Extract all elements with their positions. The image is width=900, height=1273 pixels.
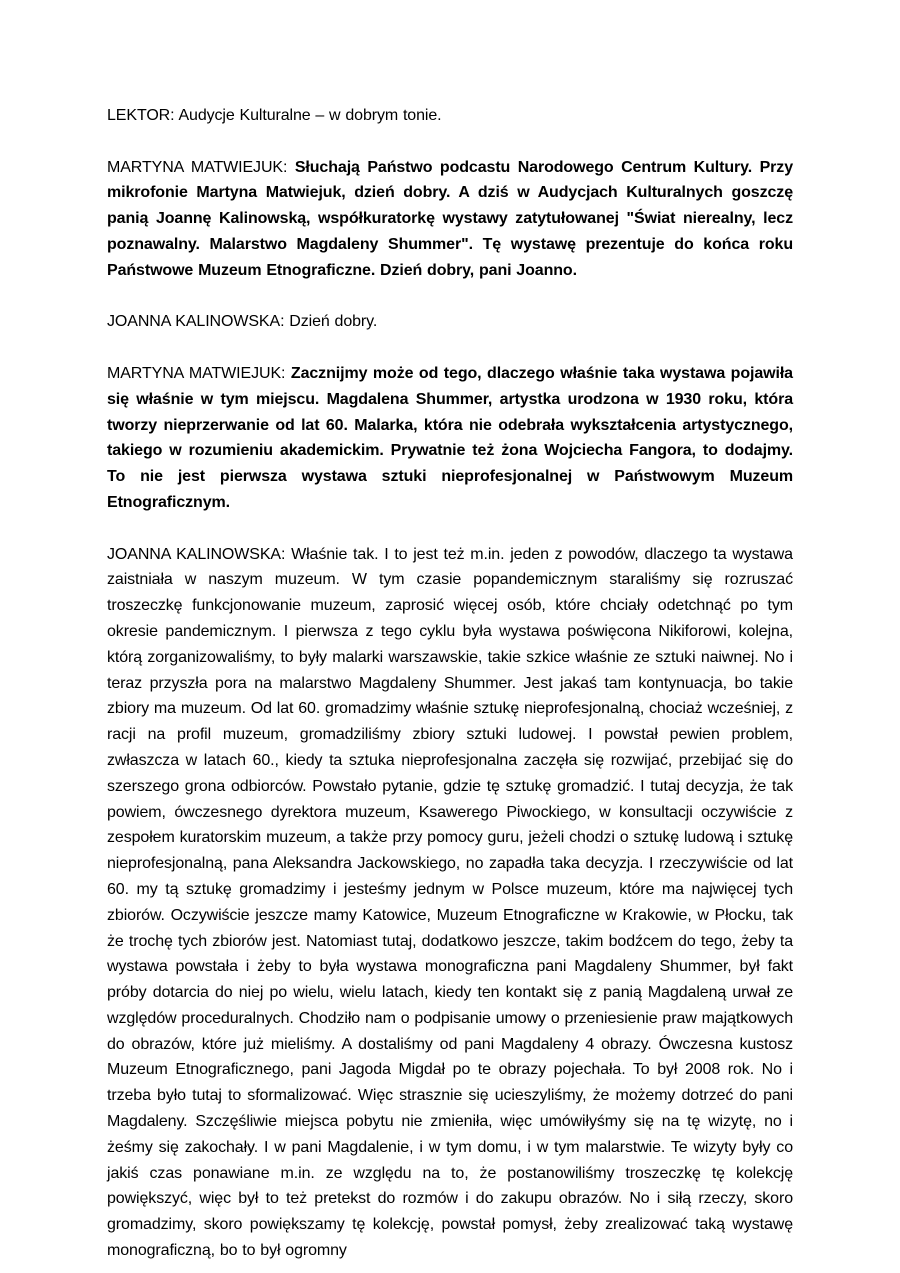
paragraph-lektor	[107, 103, 793, 129]
paragraph-matwiejuk-2	[107, 361, 793, 516]
speech-text: Zacznijmy może od tego, dlaczego właśnie taka wystawa pojawiła się właśnie w tym miejscu. Magdalena Shummer, artystka urodzona w 1930 roku, która tworzy nieprzerwanie od lat 60. Malarka, która nie odebrała wykształcenia artystycznego, takiego w rozumieniu akademickim. Prywatnie też żona Wojciecha Fangora, to dodajmy. To nie jest pierwsza wystawa sztuki nieprofesjonalnej w Państwowym Muzeum Etnograficznym.	[107, 364, 793, 511]
speaker-label: JOANNA KALINOWSKA:	[107, 313, 285, 331]
speaker-label: JOANNA KALINOWSKA:	[107, 545, 286, 563]
paragraph-kalinowska-2	[107, 542, 793, 1264]
speaker-label: MARTYNA MATWIEJUK:	[107, 158, 288, 176]
speaker-label: LEKTOR:	[107, 107, 175, 124]
speech-text: Właśnie tak. I to jest też m.in. jeden z powodów, dlaczego ta wystawa zaistniała w naszym muzeum. W tym czasie popandemicznym staraliśmy się rozruszać troszeczkę funkcjonowanie muzeum, zaprosić więcej osób, które chciały odetchnąć po tym okresie pandemicznym. I pierwsza z tego cyklu była wystawa poświęcona Nikiforowi, kolejna, którą zorganizowaliśmy, to były malarki warszawskie, takie szkice właśnie ze sztuki naiwnej. No i teraz przyszła pora na malarstwo Magdaleny Shummer. Jest jakaś tam kontynuacja, bo takie zbiory ma muzeum. Od lat 60. gromadzimy właśnie sztukę nieprofesjonalną, chociaż wcześniej, z racji na profil muzeum, gromadziliśmy zbiory sztuki ludowej. I powstał pewien problem, zwłaszcza w latach 60., kiedy ta sztuka nieprofesjonalna zaczęła się rozwijać, przebijać się do szerszego grona odbiorców. Powstało pytanie, gdzie tę sztukę gromadzić. I tutaj decyzja, że tak powiem, ówczesnego dyrektora muzeum, Ksawerego Piwockiego, w konsultacji oczywiście z zespołem kuratorskim muzeum, a także przy pomocy guru, jeżeli chodzi o sztukę ludową i sztukę nieprofesjonalną, pana Aleksandra Jackowskiego, no zapadła taka decyzja. I rzeczywiście od lat 60. my tą sztukę gromadzimy i jesteśmy jednym w Polsce muzeum, które ma najwięcej tych zbiorów. Oczywiście jeszcze mamy Katowice, Muzeum Etnograficzne w Krakowie, w Płocku, tak że trochę tych zbiorów jest. Natomiast tutaj, dodatkowo jeszcze, takim bodźcem do tego, żeby ta wystawa powstała i żeby to była wystawa monograficzna pani Magdaleny Shummer, był fakt próby dotarcia do niej po wielu, wielu latach, kiedy ten kontakt się z panią Magdaleną urwał ze względów proceduralnych. Chodziło nam o podpisanie umowy o przeniesienie praw majątkowych do obrazów, które już mieliśmy. A dostaliśmy od pani Magdaleny 4 obrazy. Ówczesna kustosz Muzeum Etnograficznego, pani Jagoda Migdał po te obrazy pojechała. To był 2008 rok. No i trzeba było tutaj to sformalizować. Więc strasznie się ucieszyliśmy, że możemy dotrzeć do pani Magdaleny. Szczęśliwie miejsca pobytu nie zmieniła, więc umówiłyśmy się na tę wizytę, no i żeśmy się zakochały. I w pani Magdalenie, i w tym domu, i w tym malarstwie. Te wizyty były co jakiś czas ponawiane m.in. ze względu na to, że postanowiliśmy troszeczkę tę kolekcję powiększyć, więc był to też pretekst do rozmów i do zakupu obrazów. No i siłą rzeczy, skoro gromadzimy, skoro powiększamy tę kolekcję, powstał pomysł, żeby zrealizować taką wystawę monograficzną, bo to był ogromny	[107, 545, 793, 1260]
speech-text: Dzień dobry.	[289, 313, 378, 331]
paragraph-kalinowska-1	[107, 309, 793, 335]
speaker-label: MARTYNA MATWIEJUK:	[107, 364, 286, 382]
speech-text: Audycje Kulturalne – w dobrym tonie.	[178, 107, 442, 124]
speech-text: Słuchają Państwo podcastu Narodowego Centrum Kultury. Przy mikrofonie Martyna Matwiejuk, dzień dobry. A dziś w Audycjach Kulturalnych goszczę panią Joannę Kalinowską, współkuratorkę wystawy zatytułowanej "Świat nierealny, lecz poznawalny. Malarstwo Magdaleny Shummer". Tę wystawę prezentuje do końca roku Państwowe Muzeum Etnograficzne. Dzień dobry, pani Joanno.	[107, 158, 793, 279]
transcript-content	[107, 103, 793, 1264]
paragraph-matwiejuk-1	[107, 155, 793, 284]
